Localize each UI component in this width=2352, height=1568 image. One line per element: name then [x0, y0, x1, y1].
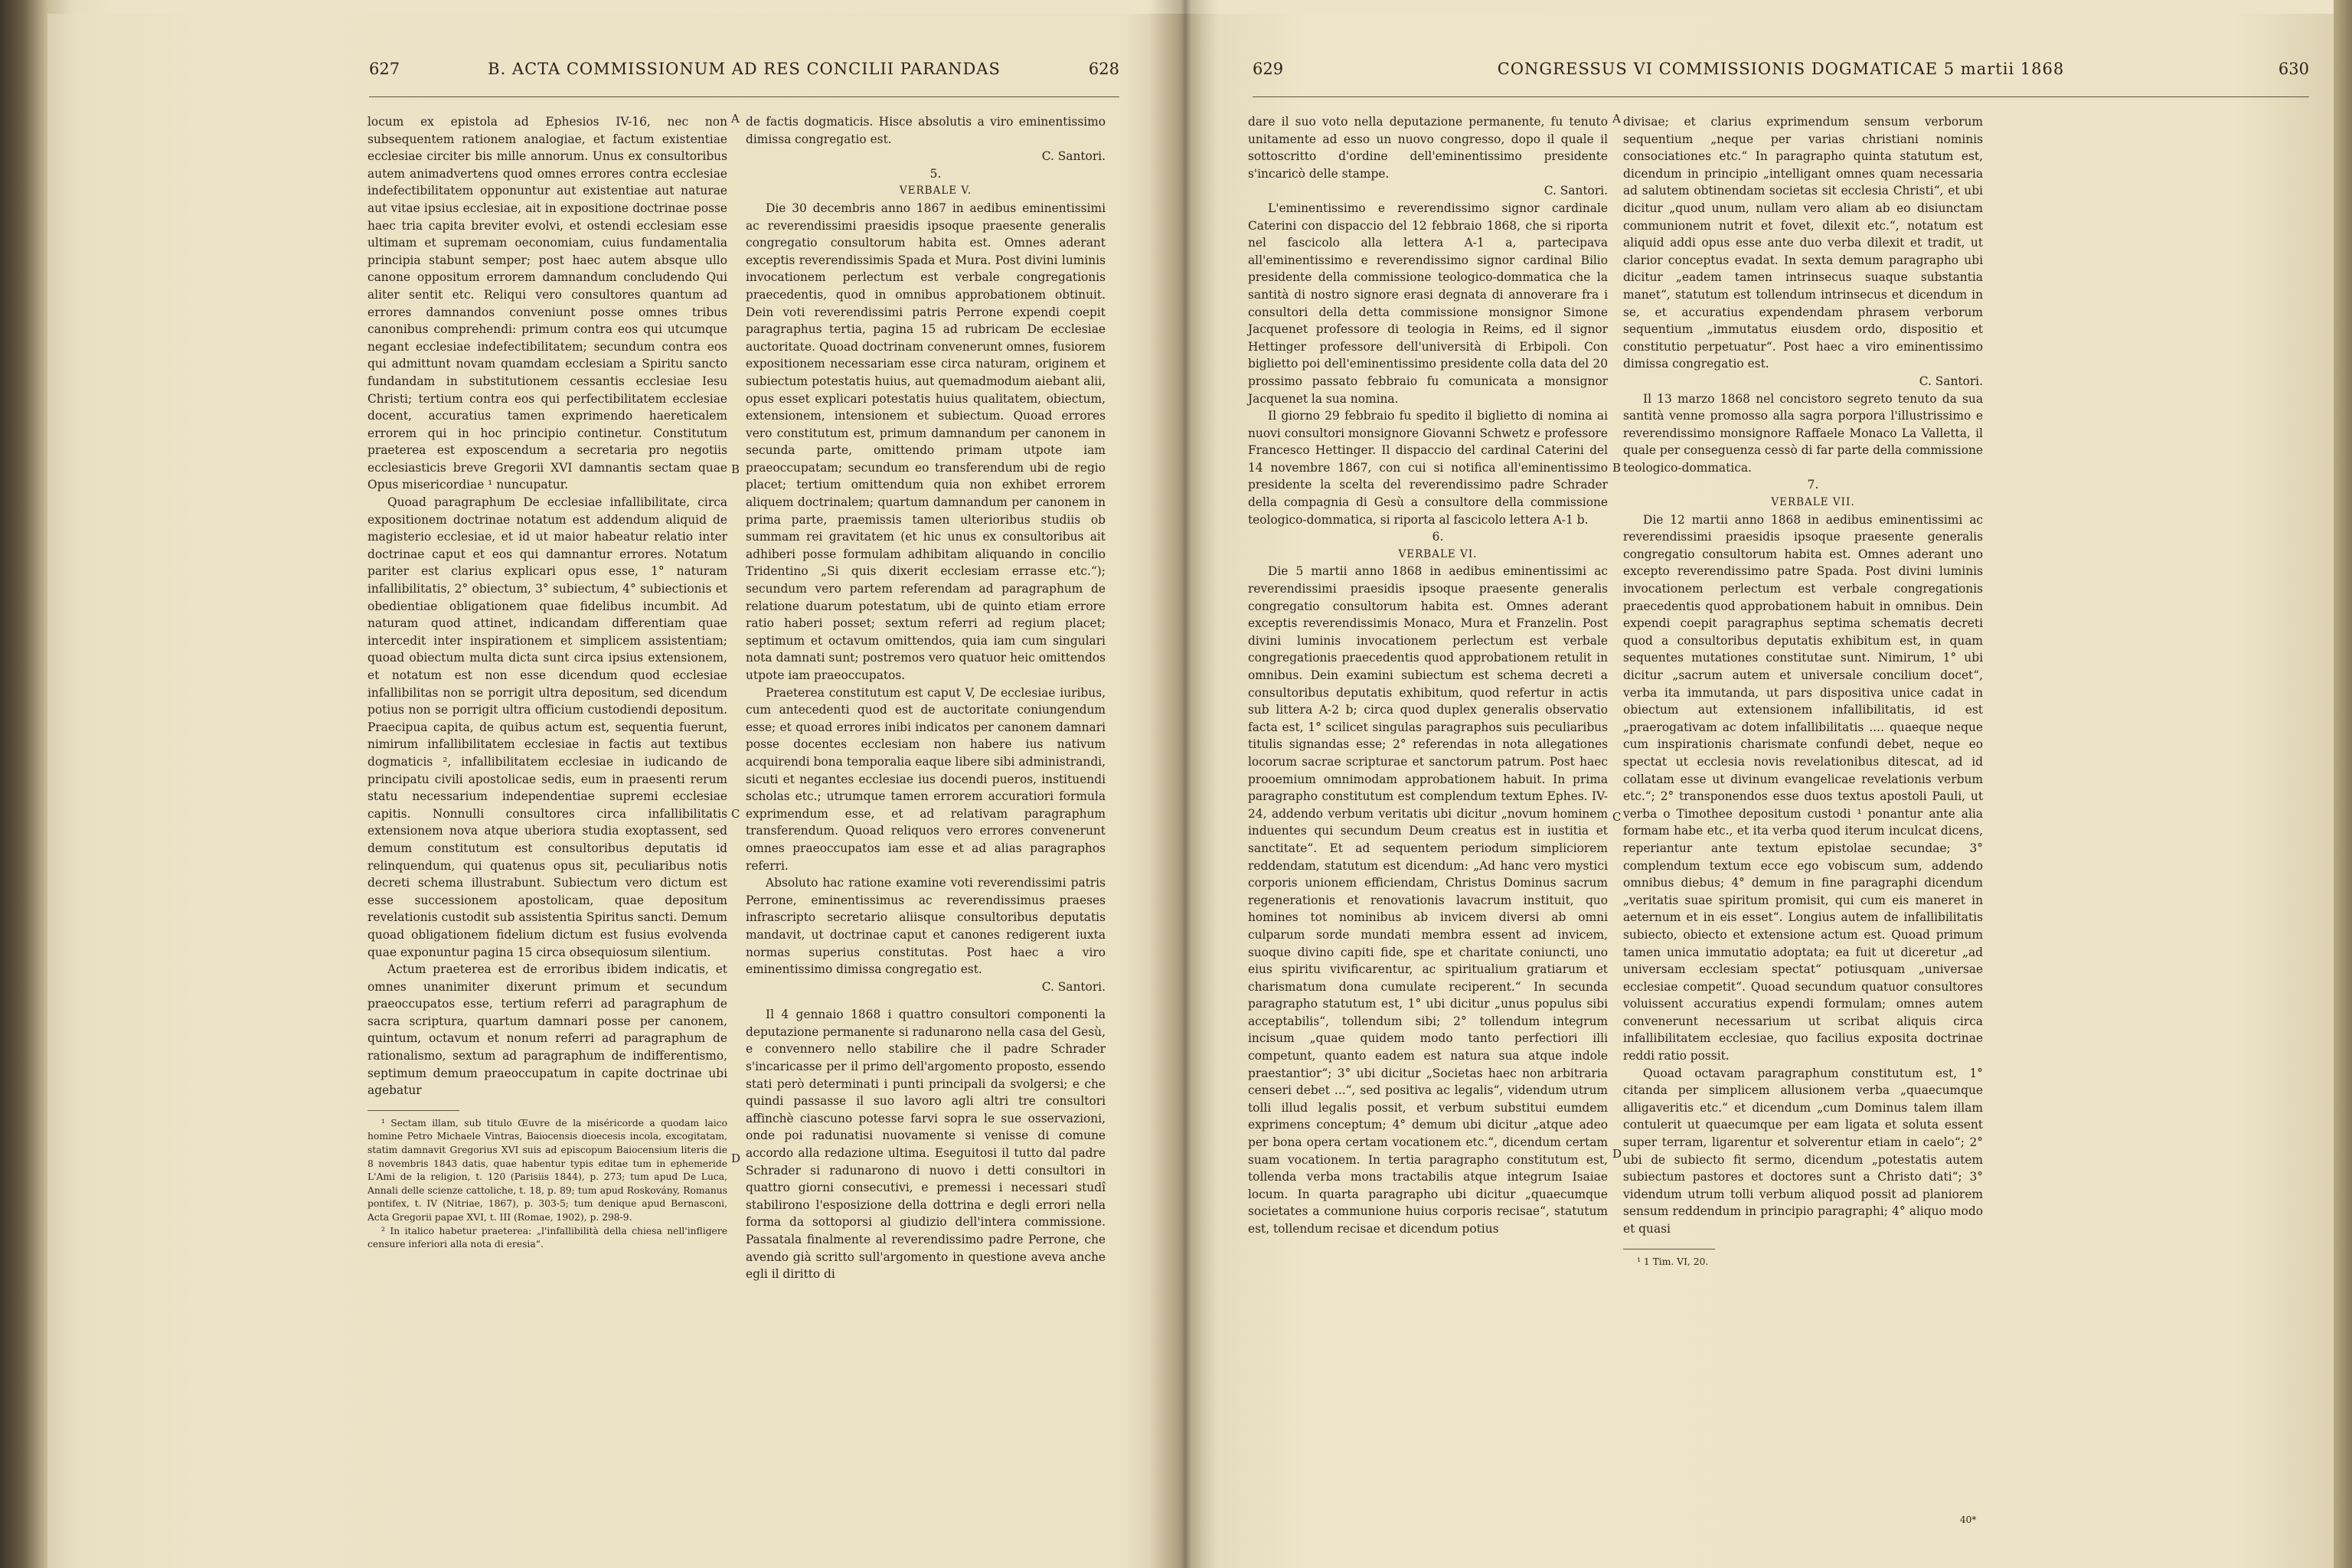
section-heading: VERBALE V.	[899, 185, 972, 198]
footnote-rule	[1623, 1249, 1715, 1250]
paragraph: Quoad paragraphum De ecclesiae infallibilitate, circa expositionem doctrinae notatum est addendum aliquid de magisterio ecclesiae, et id ut maior habeatur relatio inter doctrinae caput et eos qui damnantur errores. Notatum pariter est clarius explicari opus esse, 1° naturam infallibilitatis, 2° obiectum, 3° subiectum, 4° subiectionis et obedientiae obligationem quae fidelibus incumbit. Ad naturam quod attinet, indicandam differentiam quae intercedit inter inspirationem et simplicem assistentiam; quoad obiectum multa dicta sunt circa ipsius extensionem, et notatum est non esse dicendum quod ecclesiae infallibilitas non se porrigit ultra depositum, sed dicendum potius non se porrigit ultra officium custodiendi depositum. Praecipua capita, de quibus actum est, sequentia fuerunt, nimirum infallibilitatem ecclesiae in factis aut textibus dogmaticis ², infallibilitatem ecclesiae in iudicando de principatu civili apostolicae sedis, eum in praesenti rerum statu necessarium independentiae supremi ecclesiae capitis. Nonnulli consultores circa infallibilitatis extensionem nova atque uberiora studia exoptassent, sed demum constitutum est consultoribus deputatis id relinquendum, qui quatenus opus sit, peculiaribus notis decreti schema illustrabunt. Subiectum vero dictum est esse successionem apostolicam, quae depositum revelationis custodit sub assistentia Spiritus sancti. Demum quoad obligationem fidelium dictum est fusius evolvenda quae exponuntur pagina 15 circa obsequiosum silentium.	[368, 495, 727, 959]
running-title-right: CONGRESSUS VI COMMISSIONIS DOGMATICAE 5 martii 1868	[1497, 60, 2065, 78]
section-number: 6.	[1432, 530, 1444, 544]
left-running-header	[369, 60, 1119, 97]
paragraph: Die 12 martii anno 1868 in aedibus eminentissimi ac reverendissimi praesidis ipsoque praesente generalis congregatio consultorum habita est. Omnes aderant uno excepto reverendissimo patre Spada. Post divini luminis invocationem perlectum est verbale congregationis praecedentis quod approbationem habuit in omnibus. Dein expendi coepit paragraphus septima schematis decreti quod a consultoribus deputatis exhibitum est, in quam sequentes mutationes constitutae sunt. Nimirum, 1° ubi dicitur „sacrum autem et universale concilium docet“, verba ita immutanda, ut pars dispositiva unice cadat in obiectum aut extensionem infallibilitatis, id est „praerogativam ac dotem infallibilitatis .... quaeque neque cum inspirationis charismate confundi debet, neque eo spectat ut ecclesia novis revelationibus ditescat, ad id collatam esse ut divinum evangelicae revelationis verbum etc.“; 2° transponendos esse duos textus apostoli Pauli, ut verba o Timothee depositum custodi ¹ ponantur ante alia formam habe etc., et ita verba quod iterum inculcat dicens, reperiantur ante textum epistolae secundae; 3° complendum textum ecce ego vobiscum sum, addendo omnibus diebus; 4° demum in fine paragraphi dicendum „veritatis suae spiritum promisit, qui cum eis maneret in aeternum et in eis esset“. Longius autem de infallibilitatis subiecto, obiecto et extensione actum est. Quoad primum tamen unica immutatio adoptata; ea fuit ut diceretur „ad universam ecclesiam spectat“ potiusquam „universae ecclesiae competit“. Quoad secundum quatuor consultores voluissent accuratius expendi formulam; omnes autem convenerunt necessarium ut scribat aliquis circa infallibilitatem ecclesiae, quo facilius exposita doctrinae reddi ratio possit.	[1623, 512, 1983, 1063]
paragraph: Absoluto hac ratione examine voti reverendissimi patris Perrone, eminentissimus ac reverendissimus praeses infrascripto secretario aliisque consultoribus deputatis mandavit, ut doctrinae caput et canones redigerent iuxta normas superius constitutas. Post haec a viro eminentissimo dimissa congregatio est.	[746, 876, 1106, 977]
section-heading: VERBALE VI.	[1398, 547, 1478, 560]
footnote: ¹ 1 Tim. VI, 20.	[1637, 1256, 1709, 1267]
paragraph: dare il suo voto nella deputazione permanente, fu tenuto unitamente ad esso un nuovo congresso, dopo il quale il sottoscritto d'ordine dell'eminentissimo presidente s'incaricò delle stampe.	[1248, 115, 1608, 181]
margin-letter: C	[1612, 810, 1622, 824]
paragraph: L'eminentissimo e reverendissimo signor cardinale Caterini con dispaccio del 12 febbraio 1868, che si riporta nel fascicolo alla lettera A-1 a, partecipava all'eminentissimo e reverendissimo signor cardinal Bilio presidente della commissione teologico-dommatica che la santità di nostro signore erasi degnata di annoverare fra i consultori della detta commissione monsignor Simone Jacquenet professore di teologia in Reims, ed il signor Hettinger professore dell'università di Erbipoli. Con biglietto poi dell'eminentissimo presidente colla data del 20 prossimo passato febbraio fu comunicata a monsignor Jacquenet la sua nomina.	[1248, 201, 1608, 406]
right-running-header	[1253, 60, 2309, 97]
right-page	[1179, 14, 2343, 1568]
book-edge	[2334, 0, 2352, 1568]
footnotes-630	[1623, 1256, 1983, 1269]
margin-letter: B	[731, 462, 740, 476]
footnotes-627	[368, 1117, 727, 1252]
section-number: 5.	[929, 166, 942, 181]
footnote-rule	[368, 1110, 459, 1111]
paragraph: Actum praeterea est de erroribus ibidem indicatis, et omnes unanimiter dixerunt primum et secundum praeoccupatos esse, tertium referri ad paragraphum de sacra scriptura, quartum damnari posse per canonem, quintum, octavum et nonum referri ad paragraphum de rationalismo, sextum ad paragraphum de indifferentismo, septimum demum praeoccupatum in capite doctrinae ubi agebatur	[368, 962, 727, 1098]
paragraph: Quoad octavam paragraphum constitutum est, 1° citanda per simplicem allusionem verba „quaecumque alligaveritis etc.“ et dicendum „cum Dominus talem illam contulerit ut quaecumque per eam ligata et soluta essent super terram, ligarentur et solverentur etiam in caelo“; 2° ubi de subiecto fit sermo, dicendum „potestatis autem subiectum pastores et doctores sunt a Christo dati“; 3° videndum utrum tolli verbum aliquod possit ad planiorem sensum reddendum in principio paragraphi; 4° aliquo modo et quasi	[1623, 1066, 1983, 1236]
footnote: ² In italico habetur praeterea: „l'infallibilità della chiesa nell'infligere censure inferiori alla nota di eresia“.	[368, 1225, 727, 1250]
paragraph: de factis dogmaticis. Hisce absolutis a viro eminentissimo dimissa congregatio est.	[746, 115, 1106, 146]
signature-santori: C. Santori.	[1544, 184, 1608, 198]
section-heading: VERBALE VII.	[1771, 496, 1855, 509]
signature-santori: C. Santori.	[1041, 149, 1106, 164]
paragraph: Il 13 marzo 1868 nel concistoro segreto tenuto da sua santità venne promosso alla sagra porpora l'illustrissimo e reverendissimo monsignore Raffaele Monaco La Valletta, il quale per conseguenza cessò di far parte della commissione teologico-dommatica.	[1623, 391, 1983, 475]
paragraph: Il 4 gennaio 1868 i quattro consultori componenti la deputazione permanente si radunarono nella casa del Gesù, e convennero nello stabilire che il padre Schrader s'incaricasse per il primo dell'argomento proposto, essendo stati però determinati i punti principali da svolgersi; e che quindi passasse il suo lavoro agli altri tre consultori affinchè ciascuno potesse farvi sopra le sue osservazioni, onde poi radunatisi nuovamente si venisse di comune accordo alla redazione ultima. Eseguitosi il tutto dal padre Schrader si radunarono di nuovo i detti consultori in quattro giorni consecutivi, e premessi i necessari studî stabilirono l'esposizione della dottrina e degli errori nella forma da sottoporsi al giudizio dell'intera commissione. Passatala finalmente al reverendissimo padre Perrone, che avendo già scritto sull'argomento in questione aveva anche egli il diritto di	[746, 1008, 1106, 1282]
paragraph: Praeterea constitutum est caput V, De ecclesiae iuribus, cum antecedenti quod est de auctoritate coniungendum esse; et quoad errores inibi indicatos per canonem damnari posse docentes ecclesiam non habere ius nativum acquirendi bona temporalia eaque libere sibi administrandi, sicuti et negantes ecclesiae ius docendi pueros, instituendi scholas etc.; utrumque tamen errorem accuratiori formula exprimendum esse, et ad relativam paragraphum transferendum. Quoad reliquos vero errores convenerunt omnes praeoccupatos iam esse et ad alias paragraphos referri.	[746, 685, 1106, 873]
paragraph: locum ex epistola ad Ephesios IV-16, nec non subsequentem rationem analogiae, et factum existentiae ecclesiae circiter bis mille annorum. Unus ex consultoribus autem animadvertens quod omnes errores contra ecclesiae indefectibilitatem opponuntur aut existentiae aut naturae aut vitae ipsius ecclesiae, ait in expositione doctrinae posse haec tria capita breviter evolvi, et ostendi ecclesiam esse ultimam et supremam oeconomiam, cuius fundamentalia principia stabunt semper; post haec autem absque ullo canone oppositum errorem damnandum concludendo Qui aliter sentit etc. Reliqui vero consultores quantum ad errores damnandos conveniunt posse omnes tribus canonibus comprehendi: primum contra eos qui utcumque negant ecclesiae indefectibilitatem; secundum contra eos qui admittunt novam quamdam ecclesiam a Spiritu sancto fundandam in substitutionem cessantis ecclesiae Iesu Christi; tertium contra eos qui perfectibilitatem ecclesiae docent, accuratius tamen exprimendo haereticalem errorem qui in hoc principio continetur. Constitutum praeterea est exposcendum a secretaria pro negotiis ecclesiasticis breve Gregorii XVI damnantis sectam quae Opus misericordiae ¹ nuncupatur.	[368, 115, 727, 492]
signature-santori: C. Santori.	[1041, 979, 1106, 994]
paragraph: Die 5 martii anno 1868 in aedibus eminentissimi ac reverendissimi praesidis ipsoque praesente generalis congregatio consultorum habita est. Omnes aderant exceptis reverendissimis Monaco, Mura et Franzelin. Post divini luminis invocationem perlectum est verbale congregationis praecedentis quod approbationem retulit in omnibus. Dein examini subiectum est schema decreti a consultoribus deputatis exhibitum, quod refertur in actis sub littera A-2 b; circa quod duplex generalis observatio facta est, 1° scilicet singulas paragraphos suis peculiaribus titulis signandas esse; 2° referendas in nota allegationes locorum sacrae scripturae et sanctorum patrum. Post haec prooemium omnimodam approbationem habuit. In prima paragrapho constitutum est complendum textum Ephes. IV-24, addendo verbum veritatis ubi dicitur „novum hominem induentes qui secundum Deum creatus est in iustitia et sanctitate“. Et ad sequentem periodum simpliciorem reddendam, statutum est dicendum: „Ad hanc vero mystici corporis unionem efficiendam, Christus Dominus sacrum regenerationis et renovationis lavacrum instituit, quo homines tot nominibus ab invicem diversi ab omni culparum sorde mundati membra essent ad invicem, suoque divino capiti fide, spe et charitate coniuncti, uno eius spiritu vivificarentur, ac spiritualium gratiarum et charismatum dona cumulate reciperent.“ In secunda paragrapho statutum est, 1° ubi dicitur „unus populus sibi acceptabilis“, tollendum sibi; 2° tollendum integrum incisum „quae quidem modo tanto perfectiori illi competunt, quanto eadem est natura sua atque indole praestantior“; 3° ubi dicitur „Societas haec non arbitraria censeri debet ...“, sed positiva ac legalis“, videndum utrum tolli illud legalis possit, et verbum substitui eumdem exprimens conceptum; 4° demum ubi dicitur „atque adeo per bona opera certam vocationem etc.“, dicendum certam suam vocationem. In tertia paragrapho constitutum est, tollenda verba mons tractabilis atque integrum Isaiae locum. In quarta paragrapho ubi dicitur „quaecumque societates a communione huius corporis recisae“, statutum est, tollendum recisae et dicendum potius	[1248, 564, 1608, 1236]
margin-letter: A	[1612, 112, 1621, 126]
signature-mark: 40*	[1960, 1514, 1977, 1525]
margin-letter: B	[1612, 461, 1622, 475]
page-number-629: 629	[1253, 60, 1284, 78]
footnote: ¹ Sectam illam, sub titulo Œuvre de la miséricorde a quodam laico homine Petro Michaele Vintras, Baiocensis dioecesis incola, excogitatam, statim damnavit Gregorius XVI suis ad episcopum Baiocensium literis die 8 novembris 1843 datis, quae habentur typis editae tum in ephemeride L'Ami de la religion, t. 120 (Parisiis 1844), p. 273; tum apud De Luca, Annali delle scienze cattoliche, t. 18, p. 89; tum apud Roskovány, Romanus pontifex, t. IV (Nitriae, 1867), p. 303-5; tum denique apud Bernasconi, Acta Gregorii papae XVI, t. III (Romae, 1902), p. 298-9.	[368, 1117, 727, 1223]
margin-letter: D	[1612, 1147, 1622, 1161]
signature-santori: C. Santori.	[1919, 374, 1983, 388]
column-628	[746, 113, 1106, 1283]
column-627	[368, 113, 727, 1252]
running-title-left: B. ACTA COMMISSIONUM AD RES CONCILII PARANDAS	[488, 60, 1001, 78]
paragraph: divisae; et clarius exprimendum sensum verborum sequentium „neque per varias christiani nominis consociationes etc.“ In paragrapho quinta statutum est, dicendum in principio „intelligant omnes quam necessaria ad salutem obtinendam societas sit ecclesia Christi“, et ubi dicitur „quod unum, nullam vero aliam ab eo disiunctam communionem nutrit et fovet, dilexit etc.“, notatum est aliquid addi opus esse ante duo verba dilexit et tradit, ut clarior conceptus evadat. In sexta demum paragrapho ubi dicitur „eadem tamen intrinsecus suaque substantia manet“, statutum est tollendum intrinsecus et dicendum in se, et accuratius expendendam phrasem verborum sequentium „immutatus eiusdem ordo, dispositio et constitutio perpetuatur“. Post haec a viro eminentissimo dimissa congregatio est.	[1623, 115, 1983, 371]
column-630	[1623, 113, 1983, 1269]
page-number-627: 627	[369, 60, 400, 78]
margin-letter: C	[731, 807, 740, 821]
page-number-628: 628	[1088, 60, 1119, 78]
page-number-630: 630	[2278, 60, 2309, 78]
paragraph: Il giorno 29 febbraio fu spedito il biglietto di nomina ai nuovi consultori monsignore Giovanni Schwetz e professore Francesco Hettinger. Il dispaccio del cardinal Caterini del 14 novembre 1867, con cui si notifica all'eminentissimo presidente la scelta del reverendissimo padre Schrader della compagnia di Gesù a consultore della commissione teologico-dommatica, si riporta al fascicolo lettera A-1 b.	[1248, 409, 1608, 527]
margin-letter: A	[731, 112, 740, 126]
section-number: 7.	[1807, 478, 1819, 492]
paragraph: Die 30 decembris anno 1867 in aedibus eminentissimi ac reverendissimi praesidis ipsoque praesente generalis congregatio consultorum habita est. Omnes aderant exceptis reverendissimis Spada et Mura. Post divini luminis invocationem perlectum est verbale congregationis praecedentis, quod in omnibus approbationem obtinuit. Dein voti reverendissimi patris Perrone expendi coepit paragraphus tertia, pagina 15 ad rubricam De ecclesiae auctoritate. Quoad doctrinam convenerunt omnes, fusiorem expositionem necessariam esse circa naturam, originem et subiectum potestatis huius, aut quemadmodum aiebant alii, opus esset explicari potestatis huius qualitatem, obiectum, extensionem, intensionem et subiectum. Quoad errores vero constitutum est, primum damnandum per canonem in secunda parte, omittendo primam utpote iam praeoccupatam; secundum eo transferendum ubi de regio placet; tertium omittendum quia non exhibet errorem aliquem doctrinalem; quartum damnandum per canonem in prima parte, praemissis tamen ulterioribus studiis ob summam rei gravitatem (et hic unus ex consultoribus ait adhiberi posse formulam adhibitam aliquando in concilio Tridentino „Si quis dixerit ecclesiam errasse etc.“); secundum vero partem referendam ad paragraphum de relatione duarum potestatum, ubi de quinto etiam errore ratio haberi posset; sextum referri ad regium placet; septimum et octavum omittendos, quia iam cum singulari nota damnati sunt; postremos vero quatuor heic omittendos utpote iam praeoccupatos.	[746, 201, 1106, 682]
column-629	[1248, 113, 1608, 1238]
margin-letter: D	[731, 1152, 741, 1165]
left-page	[47, 14, 1184, 1568]
